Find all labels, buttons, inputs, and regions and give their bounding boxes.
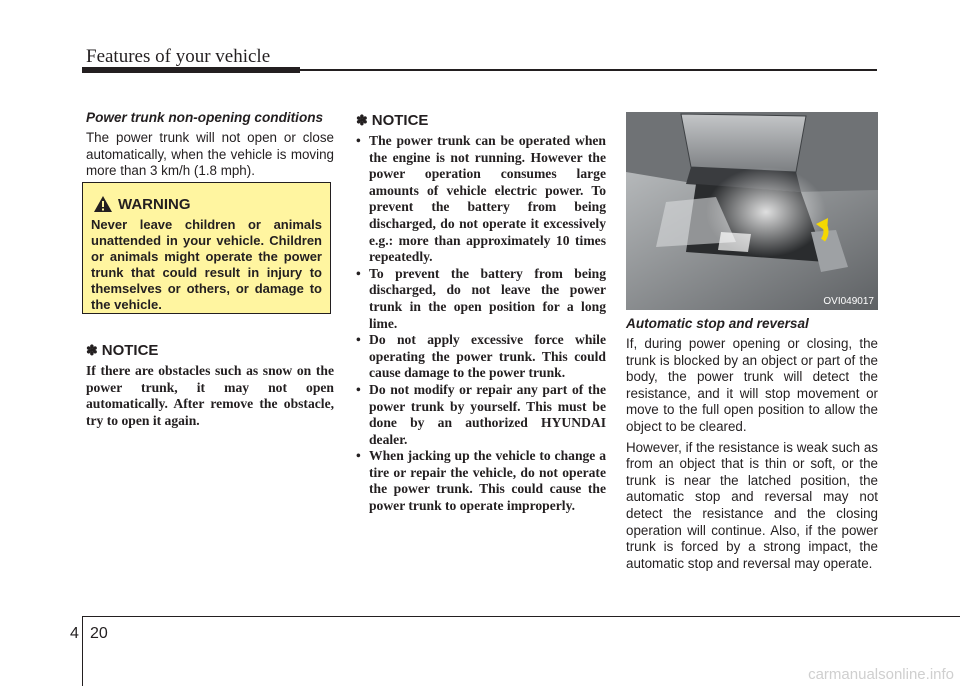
warning-triangle-icon [93, 195, 113, 213]
header-rule-thin [300, 69, 877, 71]
notice-left-title: NOTICE [101, 342, 159, 359]
column-middle [356, 112, 606, 515]
page-header-title: Features of your vehicle [86, 46, 271, 67]
notice-left-text: If there are obstacles such as snow on the power trunk, it may not open automatically. After remove the obstacle, try to open it again. [86, 363, 334, 428]
footer-divider [82, 616, 83, 686]
column-right-text [626, 316, 878, 576]
notice-middle-title: NOTICE [371, 112, 429, 129]
page-number: 20 [90, 625, 108, 642]
notice-bullet-item: • Do not apply excessive force while operating the power trunk. This could cause damage to the power trunk. [356, 332, 606, 382]
warning-box [82, 182, 331, 314]
notice-middle-header [356, 112, 606, 129]
footer-rule [82, 616, 960, 617]
column-left [86, 110, 334, 180]
notice-star-icon: ✽ [86, 342, 98, 358]
notice-bullet-item: • The power trunk can be operated when the engine is not running. However the power operation consumes large amounts of vehicle electric power. To prevent the battery from being discharged, do not operate it excessively e.g.: more than approximately 10 times repeatedly. [356, 133, 606, 266]
section-heading-auto-stop: Automatic stop and reversal [626, 316, 809, 331]
notice-bullet-item: • Do not modify or repair any part of the power trunk by yourself. This must be done by an authorized HYUNDAI dealer. [356, 382, 606, 448]
header-rule-thick [82, 67, 300, 73]
warning-title: WARNING [118, 195, 191, 213]
watermark-text: carmanualsonline.info [808, 666, 954, 683]
notice-left [86, 342, 334, 429]
warning-header [91, 195, 322, 213]
chapter-number: 4 [70, 625, 79, 642]
trunk-photo [626, 112, 878, 310]
notice-left-header [86, 342, 334, 359]
notice-bullet-list [356, 133, 606, 515]
warning-text: Never leave children or animals unattended in your vehicle. Children or animals might operate the power trunk that could result in injury to themselves or others, or damage to the vehicle. [91, 217, 322, 312]
photo-reference-code: OVI049017 [823, 296, 874, 307]
car-trunk-illustration [626, 112, 878, 310]
notice-bullet-item: • When jacking up the vehicle to change a tire or repair the vehicle, do not operate the power trunk. This could cause the power trunk to operate improperly. [356, 448, 606, 514]
section-text-non-opening: The power trunk will not open or close automatically, when the vehicle is moving more than 3 km/h (1.8 mph). [86, 130, 334, 179]
notice-bullet-item: • To prevent the battery from being discharged, do not leave the power trunk in the open position for a long lime. [356, 266, 606, 332]
section-text-auto-stop-1: If, during power opening or closing, the trunk is blocked by an object or part of the body, the power trunk will detect the resistance, and it will stop movement or move to the full open position to allow the object to be cleared. [626, 336, 878, 434]
section-heading-non-opening: Power trunk non-opening conditions [86, 110, 324, 125]
notice-star-icon: ✽ [356, 112, 368, 128]
section-text-auto-stop-2: However, if the resistance is weak such as from an object that is thin or soft, or the trunk is near the latched position, the automatic stop and reversal may not detect the resistance and the closing operation will continue. Also, if the power trunk is forced by a strong impact, the automatic stop and reversal may operate. [626, 439, 878, 571]
